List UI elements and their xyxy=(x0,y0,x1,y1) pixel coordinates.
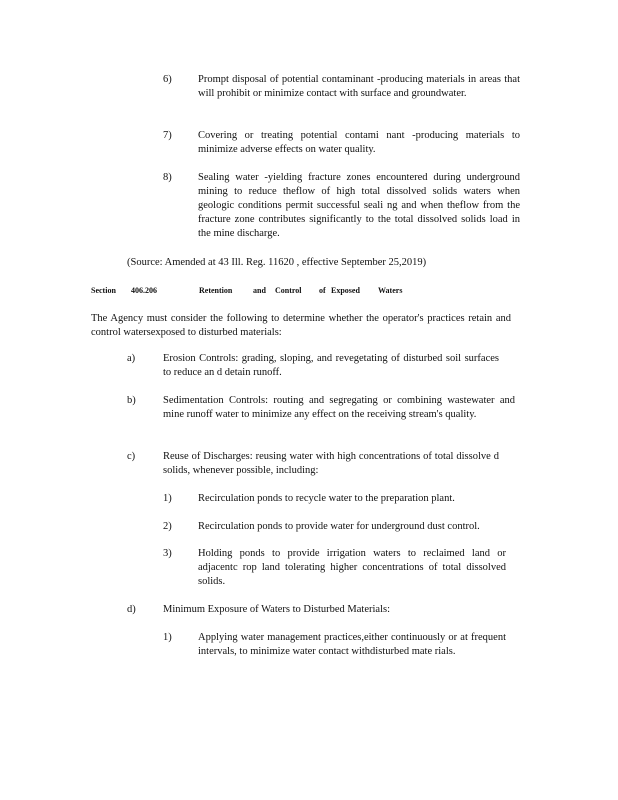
section-title-word: of xyxy=(319,286,326,295)
source-note: (Source: Amended at 43 Ill. Reg. 11620 , effective September 25,2019) xyxy=(127,257,427,268)
sub-text: Applying water management practices,either continuously or at frequent intervals, to minimize water contact withdisturbed mate rials. xyxy=(198,632,506,657)
list-number: 6) xyxy=(163,74,172,85)
list-text: Minimum Exposure of Waters to Disturbed Materials: xyxy=(163,604,391,615)
section-title-word: and xyxy=(253,286,266,295)
list-text: Prompt disposal of potential contaminant -producing materials in areas that will prohibit or minimize contact with surface and groundwater. xyxy=(198,74,520,99)
section-label: Section xyxy=(91,286,116,295)
sub-text: Recirculation ponds to recycle water to the preparation plant. xyxy=(198,493,455,504)
list-text: Covering or treating potential contami nant -producing materials to minimize adverse effects on water quality. xyxy=(198,130,520,155)
section-title-word: Exposed xyxy=(331,286,360,295)
list-text: Reuse of Discharges: reusing water with high concentrations of total dissolve d solids, whenever possible, including: xyxy=(163,451,499,476)
section-title-word: Waters xyxy=(378,286,403,295)
section-title-word: Retention xyxy=(199,286,233,295)
list-number: 8) xyxy=(163,172,172,183)
sub-number: 1) xyxy=(163,493,172,504)
sub-number: 3) xyxy=(163,548,172,559)
list-number: 7) xyxy=(163,130,172,141)
sub-number: 1) xyxy=(163,632,172,643)
list-letter: c) xyxy=(127,451,136,462)
section-number: 406.206 xyxy=(131,286,157,295)
list-letter: a) xyxy=(127,353,136,364)
list-text: Erosion Controls: grading, sloping, and revegetating of disturbed soil surfaces to reduce an d detain runoff. xyxy=(163,353,499,378)
list-letter: d) xyxy=(127,604,136,615)
list-letter: b) xyxy=(127,395,136,406)
intro-paragraph: The Agency must consider the following to determine whether the operator's practices retain and control watersexposed to disturbed materials: xyxy=(91,313,511,338)
sub-text: Holding ponds to provide irrigation waters to reclaimed land or adjacentc rop land tolerating higher concentrations of total dissolved solids. xyxy=(198,548,506,587)
list-text: Sealing water -yielding fracture zones encountered during underground mining to reduce theflow of high total dissolved solids waters when geologic conditions permit successful seali ng and when theflow from the fracture zone contributes significantly to the total dissolved solids load in the mine discharge. xyxy=(198,172,520,239)
section-title-word: Control xyxy=(275,286,302,295)
sub-text: Recirculation ponds to provide water for underground dust control. xyxy=(198,521,480,532)
sub-number: 2) xyxy=(163,521,172,532)
list-text: Sedimentation Controls: routing and segregating or combining wastewater and mine runoff water to minimize any effect on the receiving stream's quality. xyxy=(163,395,515,420)
